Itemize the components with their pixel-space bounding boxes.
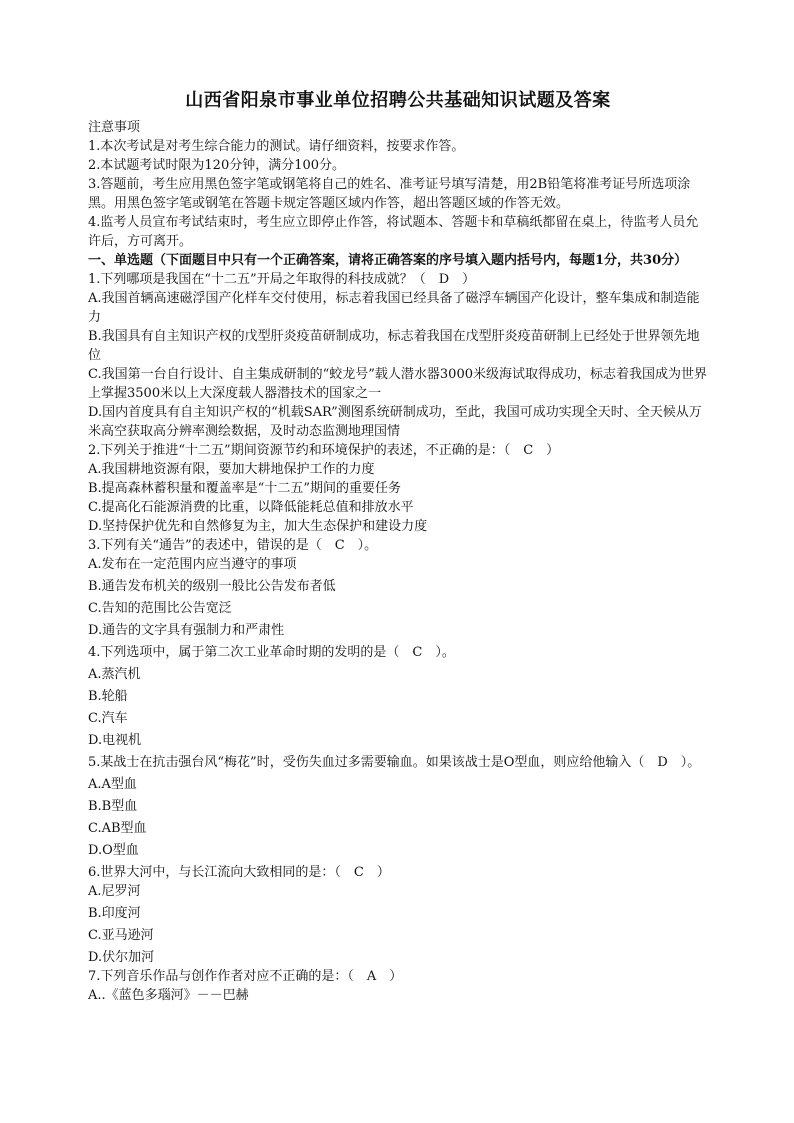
option: C.告知的范围比公告宽泛	[88, 601, 232, 616]
option: A.发布在一定范围内应当遵守的事项	[88, 557, 297, 572]
option: B.我国具有自主知识产权的戊型肝炎疫苗研制成功，标志着我国在戊型肝炎疫苗研制上已经处于世界领先地位	[88, 329, 700, 363]
option: C.我国第一台自行设计、自主集成研制的“蛟龙号”载人潜水器3000米级海试取得成功，标志着我国成为世界上掌握3500米以上大深度载人器潜技术的国家之一	[88, 367, 707, 401]
option: A.A型血	[88, 777, 137, 792]
question: 1.下列哪项是我国在“十二五”开局之年取得的科技成就？（ D ）	[88, 272, 476, 287]
option: D.伏尔加河	[88, 950, 155, 965]
option: A.尼罗河	[88, 884, 141, 899]
option: D.坚持保护优先和自然修复为主，加大生态保护和建设力度	[88, 519, 428, 534]
option: B.印度河	[88, 906, 141, 921]
notice-item: 4.监考人员宣布考试结束时，考生应立即停止作答，将试题本、答题卡和草稿纸都留在桌上，待监考人员允许后，方可离开。	[88, 215, 699, 249]
notice-item: 3.答题前，考生应用黑色签字笔或钢笔将自己的姓名、准考证号填写清楚，用2B铅笔将准考证号所选项涂黑。用黑色签字笔或钢笔在答题卡规定答题区域内作答，超出答题区域的作答无效。	[88, 177, 691, 211]
question: 7.下列音乐作品与创作作者对应不正确的是：（ A ）	[88, 969, 403, 984]
option: D.通告的文字具有强制力和严肃性	[88, 623, 285, 638]
option: C.提高化石能源消费的比重，以降低能耗总值和排放水平	[88, 500, 414, 515]
option: C.AB型血	[88, 821, 147, 836]
question: 2.下列关于推进“十二五”期间资源节约和环境保护的表述，不正确的是：（ C ）	[88, 443, 560, 458]
option: A..《蓝色多瑙河》－－巴赫	[88, 988, 249, 1003]
notice-heading: 注意事项	[88, 120, 141, 135]
option: B.提高森林蓄积量和覆盖率是“十二五”期间的重要任务	[88, 481, 401, 496]
option: A.蒸汽机	[88, 667, 141, 682]
question: 5.某战士在抗击强台风“梅花”时，受伤失血过多需要输血。如果该战士是O型血，则应给他输入（ D ）。	[88, 755, 701, 770]
option: B.通告发布机关的级别一般比公告发布者低	[88, 579, 336, 594]
option: D.电视机	[88, 733, 142, 748]
question: 3.下列有关“通告”的表述中，错误的是（ C ）。	[88, 538, 378, 553]
question: 4.下列选项中，属于第二次工业革命时期的发明的是（ C ）。	[88, 645, 455, 660]
question: 6.世界大河中，与长江流向大致相同的是：（ C ）	[88, 865, 390, 880]
option: A.我国耕地资源有限，要加大耕地保护工作的力度	[88, 462, 375, 477]
option: C.汽车	[88, 711, 128, 726]
option: B.轮船	[88, 689, 128, 704]
option: D.O型血	[88, 843, 139, 858]
notice-item: 1.本次考试是对考生综合能力的测试。请仔细资料，按要求作答。	[88, 139, 465, 154]
option: B.B型血	[88, 799, 138, 814]
option: C.亚马逊河	[88, 928, 154, 943]
document-page	[88, 88, 708, 1005]
section-heading: 一、单选题（下面题目中只有一个正确答案，请将正确答案的序号填入题内括号内，每题1分，共30分）	[88, 253, 688, 268]
notice-item: 2.本试题考试时限为120分钟，满分100分。	[88, 158, 346, 173]
option: A.我国首辆高速磁浮国产化样车交付使用，标志着我国已经具备了磁浮车辆国产化设计，整车集成和制造能力	[88, 291, 700, 325]
document-title: 山西省阳泉市事业单位招聘公共基础知识试题及答案	[185, 90, 611, 111]
option: D.国内首度具有自主知识产权的“机载SAR”测图系统研制成功，至此，我国可成功实现全天时、全天候从万米高空获取高分辨率测绘数据，及时动态监测地理国情	[88, 405, 702, 439]
